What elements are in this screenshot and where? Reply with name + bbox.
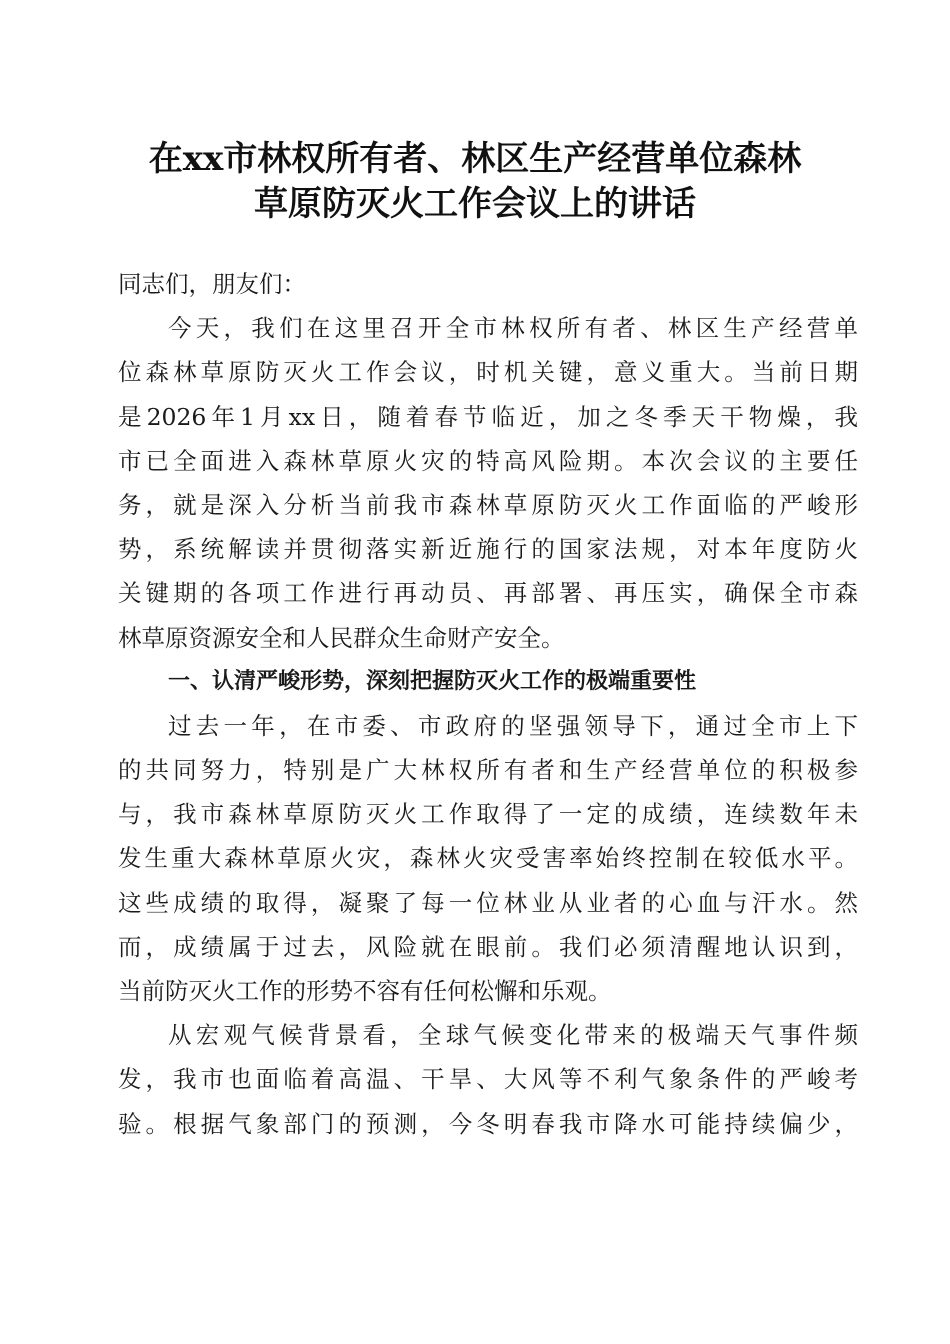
paragraph-line: 当前防灭火工作的形势不容有任何松懈和乐观。 — [118, 977, 612, 1005]
paragraph-line: 的共同努力，特别是广大林权所有者和生产经营单位的积极参 — [118, 756, 858, 785]
paragraph-line: 从宏观气候背景看，全球气候变化带来的极端天气事件频 — [168, 1021, 858, 1050]
paragraph-line: 发，我市也面临着高温、干旱、大风等不利气象条件的严峻考 — [118, 1065, 858, 1094]
salutation: 同志们，朋友们： — [118, 270, 306, 298]
paragraph-line: 今天，我们在这里召开全市林权所有者、林区生产经营单 — [168, 314, 858, 343]
paragraph-line: 发生重大森林草原火灾，森林火灾受害率始终控制在较低水平。 — [118, 844, 858, 873]
section-heading: 一、认清严峻形势，深刻把握防灭火工作的极端重要性 — [168, 668, 697, 694]
paragraph-line: 而，成绩属于过去，风险就在眼前。我们必须清醒地认识到， — [118, 932, 858, 961]
document-title-line-2: 草原防灭火工作会议上的讲话 — [254, 184, 696, 224]
paragraph-line: 这些成绩的取得，凝聚了每一位林业从业者的心血与汗水。然 — [118, 888, 858, 917]
paragraph-line: 是2026年1月xx日，随着春节临近，加之冬季天干物燥，我 — [118, 402, 858, 431]
paragraph-line: 与，我市森林草原防灭火工作取得了一定的成绩，连续数年未 — [118, 800, 858, 829]
paragraph-line: 过去一年，在市委、市政府的坚强领导下，通过全市上下 — [168, 711, 858, 740]
paragraph-line: 关键期的各项工作进行再动员、再部署、再压实，确保全市森 — [118, 579, 858, 608]
paragraph-line: 林草原资源安全和人民群众生命财产安全。 — [118, 623, 565, 652]
document-body — [118, 262, 858, 1146]
paragraph-line: 势，系统解读并贯彻落实新近施行的国家法规，对本年度防火 — [118, 535, 858, 564]
paragraph-line: 务，就是深入分析当前我市森林草原防灭火工作面临的严峻形 — [118, 490, 858, 519]
document-title-line-1: 在xx市林权所有者、林区生产经营单位森林 — [148, 139, 802, 179]
paragraph-line: 市已全面进入森林草原火灾的特高风险期。本次会议的主要任 — [118, 446, 858, 475]
paragraph-line: 位森林草原防灭火工作会议，时机关键，意义重大。当前日期 — [118, 358, 858, 387]
paragraph-line: 验。根据气象部门的预测，今冬明春我市降水可能持续偏少， — [118, 1109, 858, 1138]
